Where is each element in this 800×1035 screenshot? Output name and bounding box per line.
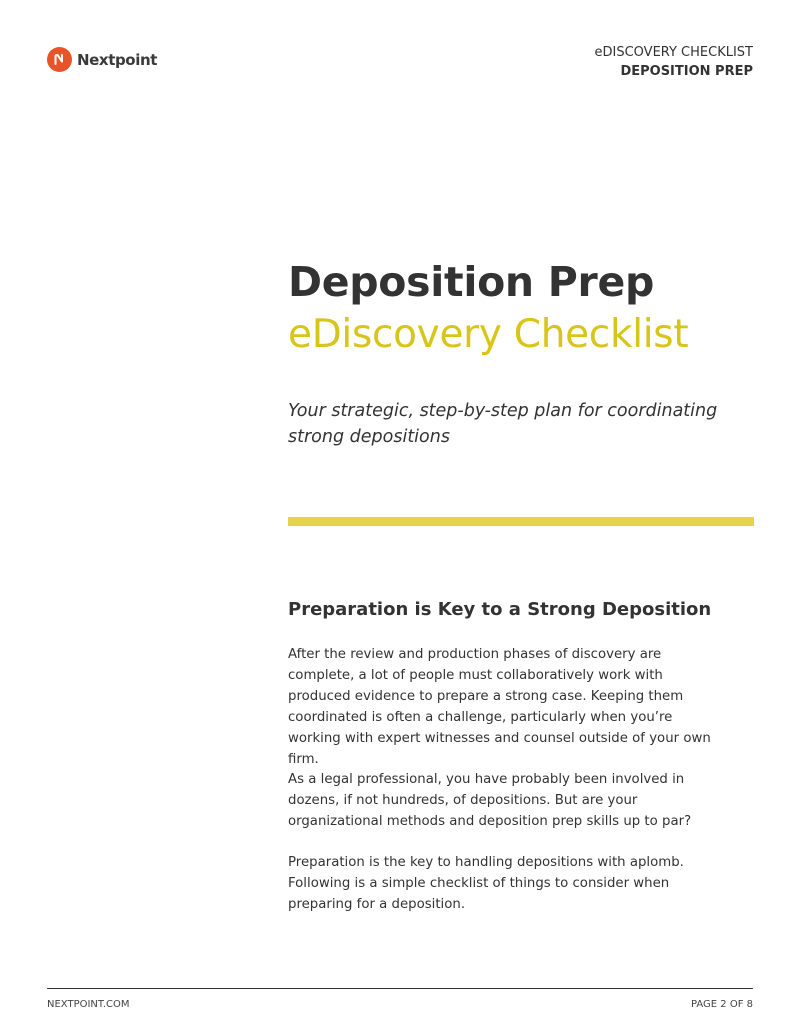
body-paragraph: After the review and production phases of discovery are complete, a lot of people must collaboratively work with produced evidence to prepare a strong case. Keeping them coordinated is often a challenge, particularly when you’re working with expert witnesses and counsel outside of your own firm. xyxy=(288,647,711,767)
nextpoint-logo-icon xyxy=(47,47,72,72)
document-label: DEPOSITION PREP xyxy=(620,64,753,79)
body-paragraph: Preparation is the key to handling depositions with aplomb. Following is a simple checklist of things to consider when preparing for a deposition. xyxy=(288,855,684,912)
accent-divider xyxy=(288,517,754,526)
section-label: eDISCOVERY CHECKLIST xyxy=(594,45,753,60)
tagline: Your strategic, step-by-step plan for coordinating strong depositions xyxy=(288,401,718,447)
document-header xyxy=(595,43,754,81)
footer-divider xyxy=(47,988,753,989)
page-number: PAGE 2 OF 8 xyxy=(690,999,753,1010)
nextpoint-logo xyxy=(47,47,157,72)
section-heading: Preparation is Key to a Strong Deposition xyxy=(288,599,712,620)
footer-site-link[interactable]: NEXTPOINT.COM xyxy=(47,999,130,1010)
page-title: Deposition Prep xyxy=(288,258,655,306)
page-subtitle: eDiscovery Checklist xyxy=(288,312,689,357)
body-paragraph: As a legal professional, you have probably been involved in dozens, if not hundreds, of depositions. But are your organizational methods and deposition prep skills up to par? xyxy=(288,772,692,829)
logo-wordmark: Nextpoint xyxy=(77,50,158,69)
